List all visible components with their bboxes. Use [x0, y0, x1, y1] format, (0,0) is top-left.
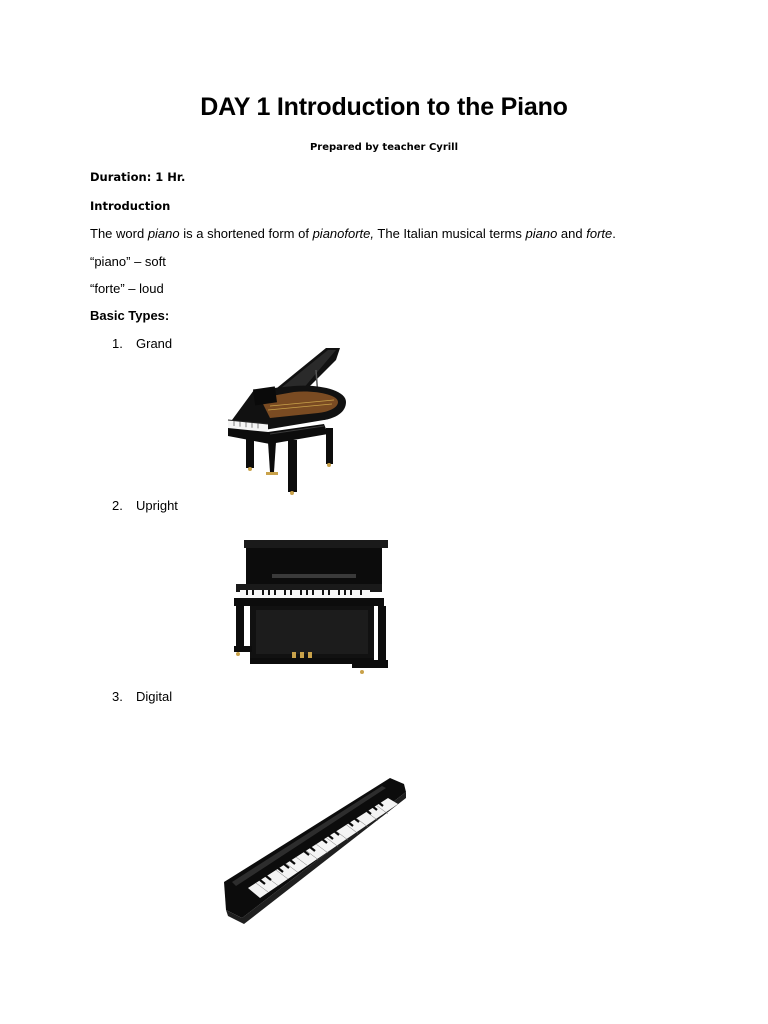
- intro-italic-2: pianoforte,: [312, 226, 375, 241]
- duration-line: Duration: 1 Hr.: [90, 170, 186, 184]
- list-item-digital: [112, 689, 172, 704]
- intro-text-2: is a shortened form of: [179, 226, 313, 241]
- document-title: DAY 1 Introduction to the Piano: [200, 93, 568, 121]
- list-label: Digital: [136, 689, 173, 704]
- intro-paragraph: [90, 226, 616, 241]
- basic-types-heading: Basic Types:: [90, 308, 170, 323]
- grand-piano-icon: [224, 340, 358, 496]
- intro-italic-4: forte: [586, 226, 613, 241]
- upright-piano-icon: [232, 538, 392, 680]
- list-label: Upright: [136, 498, 178, 513]
- intro-text-5: .: [612, 226, 616, 241]
- author-line: Prepared by teacher Cyrill: [309, 142, 459, 153]
- list-item-upright: [112, 498, 178, 513]
- list-number: 3.: [112, 689, 123, 704]
- intro-text-1: The word: [90, 226, 148, 241]
- intro-text-4: and: [557, 226, 587, 241]
- intro-italic-3: piano: [525, 226, 558, 241]
- intro-text-3: The Italian musical terms: [374, 226, 526, 241]
- definition-piano: “piano” – soft: [90, 254, 166, 269]
- definition-forte: “forte” – loud: [90, 281, 164, 296]
- intro-italic-1: piano: [147, 226, 180, 241]
- intro-heading: Introduction: [90, 199, 171, 213]
- digital-piano-icon: [222, 770, 412, 926]
- list-label: Grand: [136, 336, 173, 351]
- list-item-grand: [112, 336, 172, 351]
- list-number: 2.: [112, 498, 123, 513]
- list-number: 1.: [112, 336, 123, 351]
